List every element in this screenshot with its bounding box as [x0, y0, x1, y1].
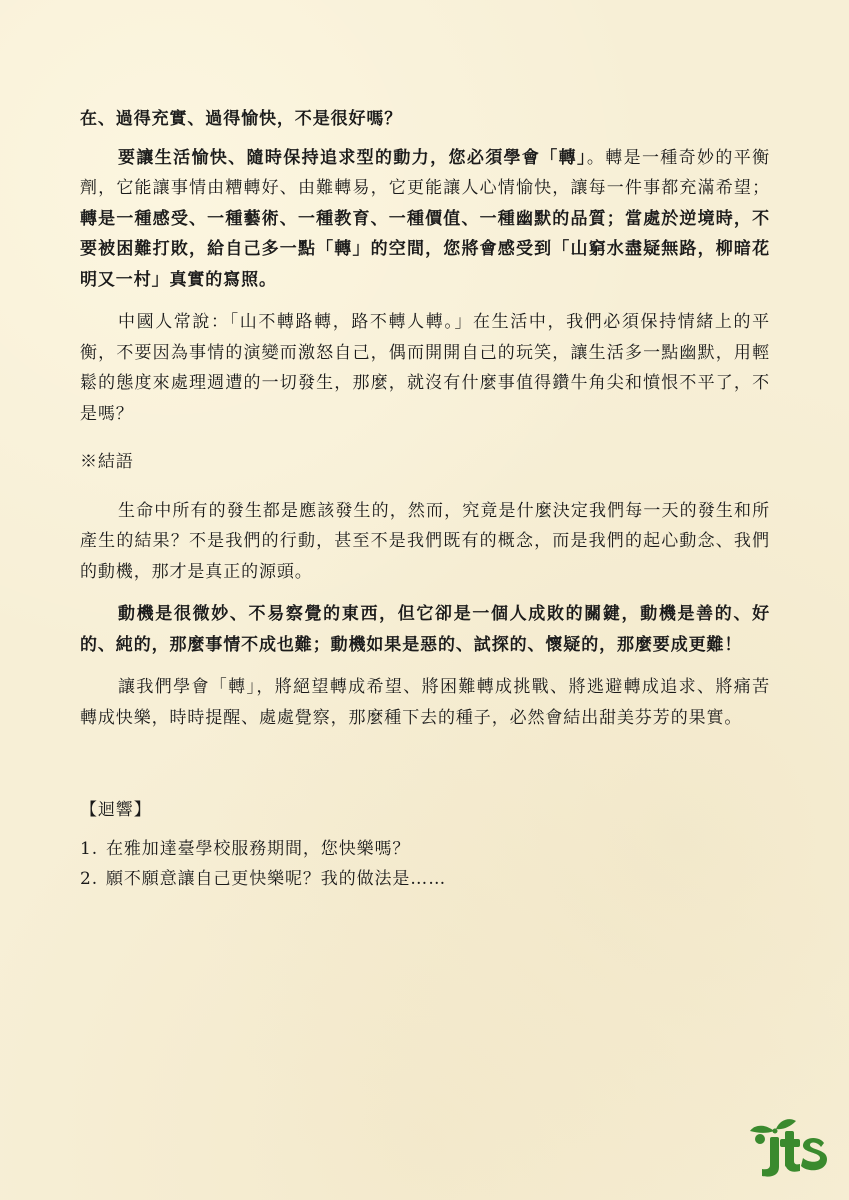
- question-text: 願不願意讓自己更快樂呢？我的做法是……: [106, 868, 447, 889]
- intro-paragraph: 在、過得充實、過得愉快，不是很好嗎？: [80, 109, 403, 129]
- echo-title: 【迴響】: [80, 800, 152, 820]
- echo-question-item: [80, 834, 770, 864]
- question-number: 2.: [80, 868, 99, 889]
- conclusion-heading: ※結語: [80, 452, 134, 472]
- motive-paragraph: 動機是很微妙、不易察覺的東西，但它卻是一個人成敗的關鍵，動機是善的、好的、純的，那麼事情不成也難；動機如果是惡的、試探的、懷疑的，那麼要成更難！: [80, 604, 770, 655]
- zhuan-lead-text: 要讓生活愉快、隨時保持追求型的動力，您必須學會「轉」: [118, 147, 587, 168]
- echo-question-list: [80, 834, 770, 894]
- jts-logo: [746, 1117, 828, 1179]
- question-text: 在雅加達臺學校服務期間，您快樂嗎？: [106, 838, 411, 859]
- echo-question-item: [80, 864, 770, 894]
- question-number: 1.: [80, 838, 99, 859]
- life-paragraph: 生命中所有的發生都是應該發生的，然而，究竟是什麼決定我們每一天的發生和所產生的結果？不是我們的行動，甚至不是我們既有的概念，而是我們的起心動念、我們的動機，那才是真正的源頭。: [80, 500, 770, 582]
- china-saying-paragraph: 中國人常說：「山不轉路轉，路不轉人轉。」在生活中，我們必須保持情緒上的平衡，不要因為事情的演變而激怒自己，偶而開開自己的玩笑，讓生活多一點幽默，用輕鬆的態度來處理週遭的一切發生，那麼，就沒有什麼事值得鑽牛角尖和憤恨不平了，不是嗎？: [80, 312, 770, 424]
- zhuan-paragraph: [80, 143, 770, 296]
- jts-logo-mark: [750, 1119, 827, 1177]
- zhuan-middle-text: 。轉是一種奇妙的平衡劑，它能讓事情由糟轉好、由難轉易，它更能讓人心情愉快，讓每一件事都充滿希望；: [80, 147, 770, 198]
- zhuan-emphasis-text: 轉是一種感受、一種藝術、一種教育、一種價值、一種幽默的品質；當處於逆境時，不要被困難打敗，給自己多一點「轉」的空間，您將會感受到「山窮水盡疑無路，柳暗花明又一村」真實的寫照。: [80, 208, 770, 290]
- article-body: [80, 104, 770, 894]
- learn-paragraph: 讓我們學會「轉」，將絕望轉成希望、將困難轉成挑戰、將逃避轉成追求、將痛苦轉成快樂，時時提醒、處處覺察，那麼種下去的種子，必然會結出甜美芬芳的果實。: [80, 677, 770, 728]
